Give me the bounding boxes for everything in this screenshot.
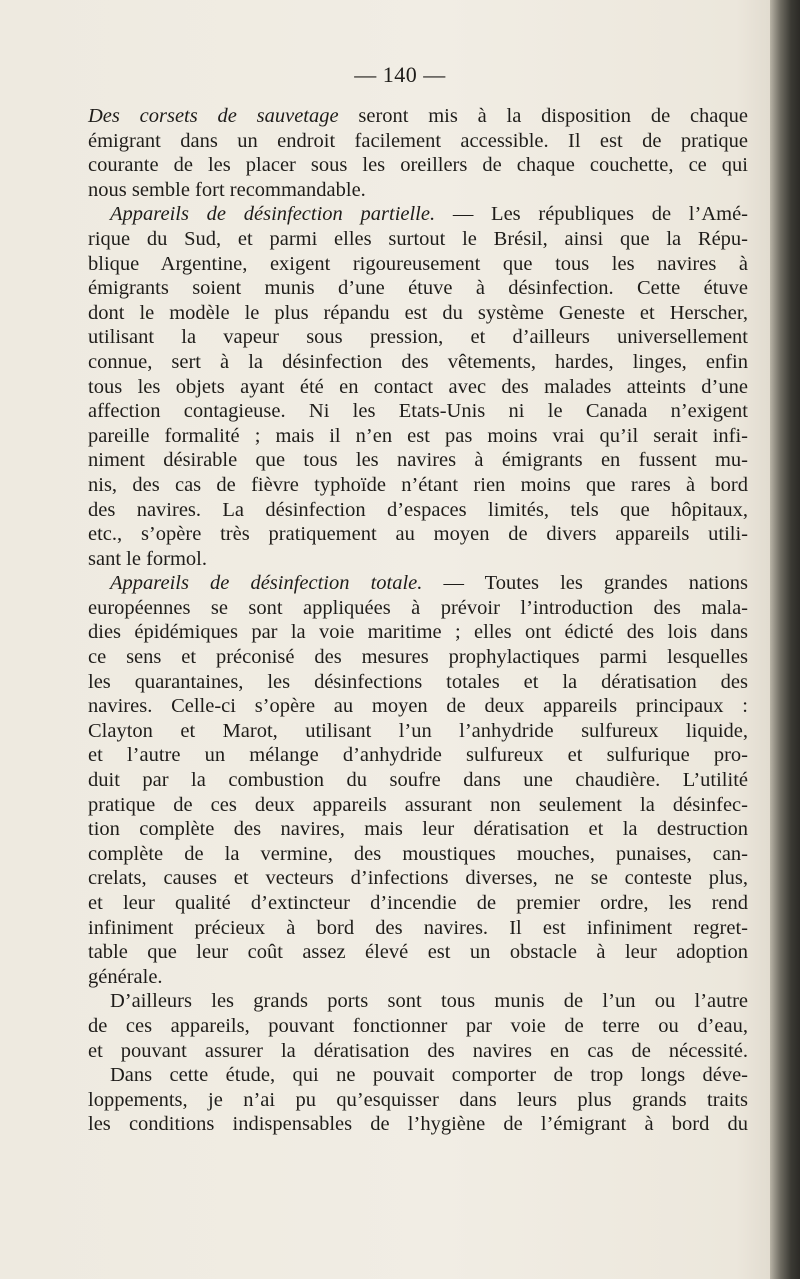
text-line: Dans cette étude, qui ne pouvait comporter de trop longs déve- [110,1064,748,1087]
text-line: D’ailleurs les grands ports sont tous munis de l’un ou l’autre [110,990,748,1013]
section-heading: Appareils de désinfection partielle. [110,203,436,226]
book-binding-edge [770,0,800,1279]
text-line: des navires. La désinfection d’espaces limités, tels que hôpitaux, [88,498,748,521]
text-line: infiniment précieux à bord des navires. Il est infiniment regret- [88,916,748,939]
text-line: et pouvant assurer la dératisation des navires en cas de nécessité. [88,1039,748,1062]
text-line: émigrants soient munis d’une étuve à désinfection. Cette étuve [88,277,748,300]
text-line: courante de les placer sous les oreillers de chaque couchette, ce qui [88,154,748,177]
text-line: tous les objets ayant été en contact avec des malades atteints d’une [88,375,748,398]
text-line: les quarantaines, les désinfections totales et la dératisation des [88,670,748,693]
text-line: duit par la combustion du soufre dans une chaudière. L’utilité [88,769,748,792]
text-line: affection contagieuse. Ni les Etats-Unis ni le Canada n’exigent [88,400,748,423]
text-line: connue, sert à la désinfection des vêtements, hardes, linges, enfin [88,350,748,373]
text-line [88,571,748,596]
line-text: seront mis à la disposition de chaque [338,105,748,127]
text-line: loppements, je n’ai pu qu’esquisser dans leurs plus grands traits [88,1088,748,1111]
text-line: émigrant dans un endroit facilement accessible. Il est de pratique [88,129,748,152]
text-line: européennes se sont appliquées à prévoir l’introduction des mala- [88,596,748,619]
text-line: Clayton et Marot, utilisant l’un l’anhydride sulfureux liquide, [88,719,748,742]
text-line [88,104,748,129]
body-text [88,104,748,1137]
text-line: ce sens et préconisé des mesures prophylactiques parmi lesquelles [88,646,748,669]
text-line: niment désirable que tous les navires à émigrants en fussent mu- [88,449,748,472]
text-line [88,202,748,227]
text-line: dies épidémiques par la voie maritime ; elles ont édicté des lois dans [88,621,748,644]
text-line: les conditions indispensables de l’hygiène de l’émigrant à bord du [88,1113,748,1136]
text-line: table que leur coût assez élevé est un obstacle à leur adoption [88,941,748,964]
text-line: dont le modèle le plus répandu est du système Geneste et Herscher, [88,301,748,324]
text-line: navires. Celle-ci s’opère au moyen de deux appareils principaux : [88,695,748,718]
italic-lead: Des corsets de sauvetage [88,105,339,127]
text-line: crelats, causes et vecteurs d’infections diverses, ne se conteste plus, [88,867,748,890]
text-line: pareille formalité ; mais il n’en est pas moins vrai qu’il serait infi- [88,424,748,447]
text-line: complète de la vermine, des moustiques mouches, punaises, can- [88,842,748,865]
text-line: et leur qualité d’extincteur d’incendie de premier ordre, les rend [88,892,748,914]
text-line: et l’autre un mélange d’anhydride sulfureux et sulfurique pro- [88,744,748,767]
text-line: nis, des cas de fièvre typhoïde n’étant rien moins que rares à bord [88,473,748,496]
text-line: rique du Sud, et parmi elles surtout le Brésil, ainsi que la Répu- [88,227,748,250]
section-heading: Appareils de désinfection totale. [110,572,423,595]
line-text: — Les républiques de l’Amé- [435,203,748,226]
text-line: nous semble fort recommandable. [88,178,366,201]
text-line: utilisant la vapeur sous pression, et d’ailleurs universellement [88,326,748,349]
text-line: sant le formol. [88,547,207,570]
text-line: générale. [88,965,163,988]
line-text: — Toutes les grandes nations [422,572,748,595]
text-line: tion complète des navires, mais leur dératisation et la destruction [88,818,748,841]
text-line: etc., s’opère très pratiquement au moyen de divers appareils utili- [88,523,748,546]
text-line: de ces appareils, pouvant fonctionner par voie de terre ou d’eau, [88,1014,748,1037]
text-line: blique Argentine, exigent rigoureusement que tous les navires à [88,252,748,275]
page-number: — 140 — [354,62,446,87]
text-line: pratique de ces deux appareils assurant non seulement la désinfec- [88,793,748,816]
